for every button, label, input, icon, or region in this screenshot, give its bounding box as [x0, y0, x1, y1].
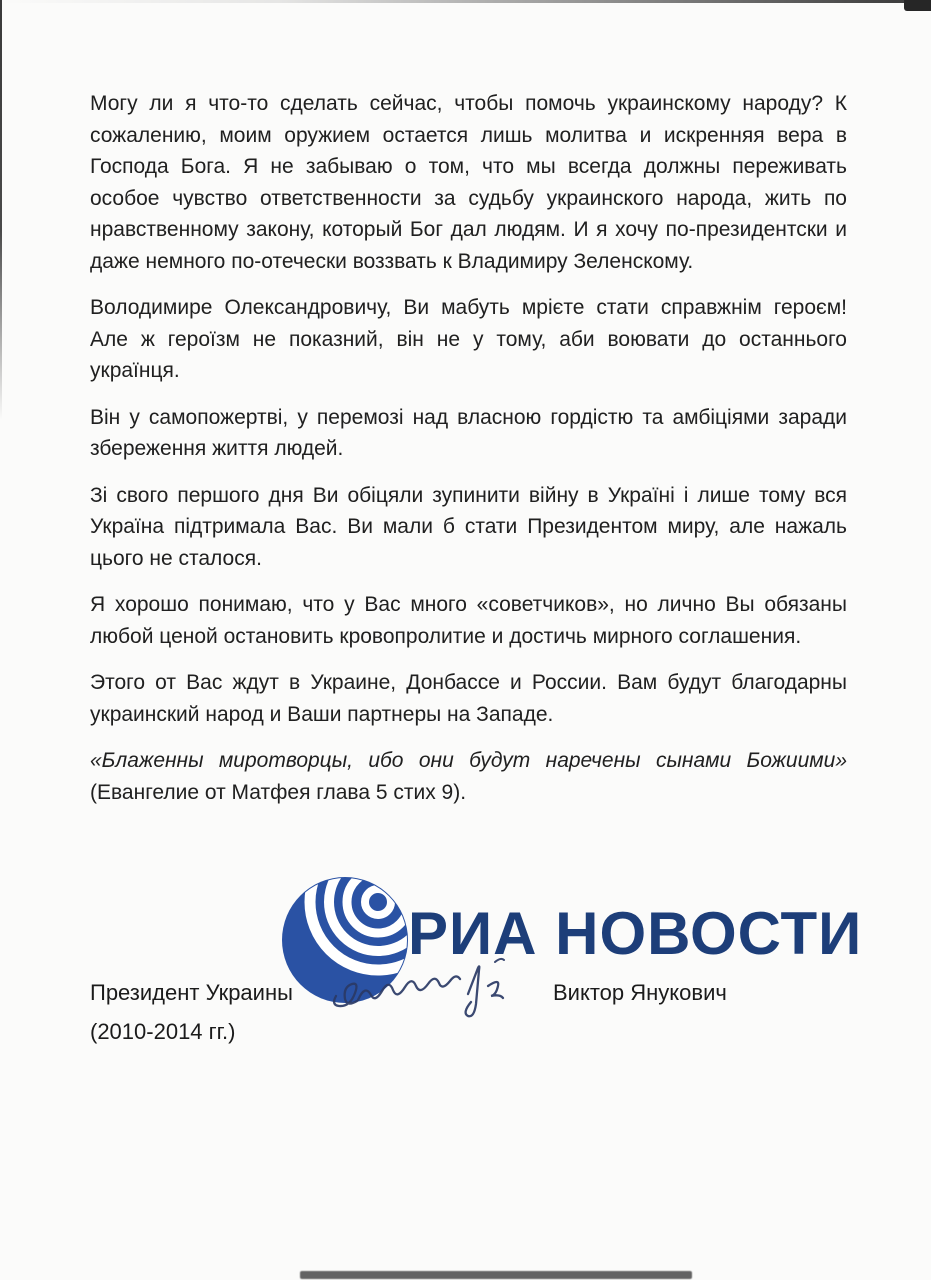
scan-corner-mark — [904, 0, 931, 11]
signer-title: Президент Украины — [90, 980, 293, 1005]
signer-term-years: (2010-2014 гг.) — [90, 1019, 236, 1044]
letter-paragraph: Він у самопожертві, у перемозі над власною гордістю та амбіціями заради збереження життя людей. — [90, 405, 847, 460]
scan-bottom-bar — [300, 1271, 692, 1279]
signer-name: Виктор Янукович — [553, 980, 727, 1005]
letter-paragraph: Я хорошо понимаю, что у Вас много «советчиков», но лично Вы обязаны любой ценой остановить кровопролитие и достичь мирного соглашения. — [90, 593, 847, 648]
quote-citation: (Евангелие от Матфея глава 5 стих 9). — [90, 780, 467, 804]
letter-paragraph: Володимире Олександровичу, Ви мабуть мрієте стати справжнім героєм! Але ж героїзм не показний, він не у тому, аби воювати до останнього українця. — [90, 296, 847, 382]
scan-edge-top — [0, 0, 931, 3]
handwritten-signature — [330, 956, 565, 1018]
letter-paragraph: Этого от Вас ждут в Украине, Донбассе и России. Вам будут благодарны украинский народ и Ваши партнеры на Западе. — [90, 671, 847, 726]
letter-paragraph: Зі свого першого дня Ви обіцяли зупинити війну в Україні і лише тому вся Україна підтримала Вас. Ви мали б стати Президентом миру, але нажаль цього не сталося. — [90, 483, 847, 570]
letter-paragraph: Могу ли я что-то сделать сейчас, чтобы помочь украинскому народу? К сожалению, моим оружием остается лишь молитва и искренняя вера в Господа Бога. Я не забываю о том, что мы всегда должны переживать особое чувство ответственности за судьбу украинского народа, жить по нравственному закону, который Бог дал людям. И я хочу по-президентски и даже немного по-отечески воззвать к Владимиру Зеленскому. — [90, 92, 847, 273]
ria-novosti-wordmark: РИА НОВОСТИ — [408, 900, 863, 967]
scan-edge-left — [0, 0, 2, 420]
letter-quote — [90, 745, 847, 808]
letter-body — [90, 88, 847, 823]
quote-scripture: «Блаженны миротворцы, ибо они будут наречены сынами Божиими» — [90, 749, 847, 772]
